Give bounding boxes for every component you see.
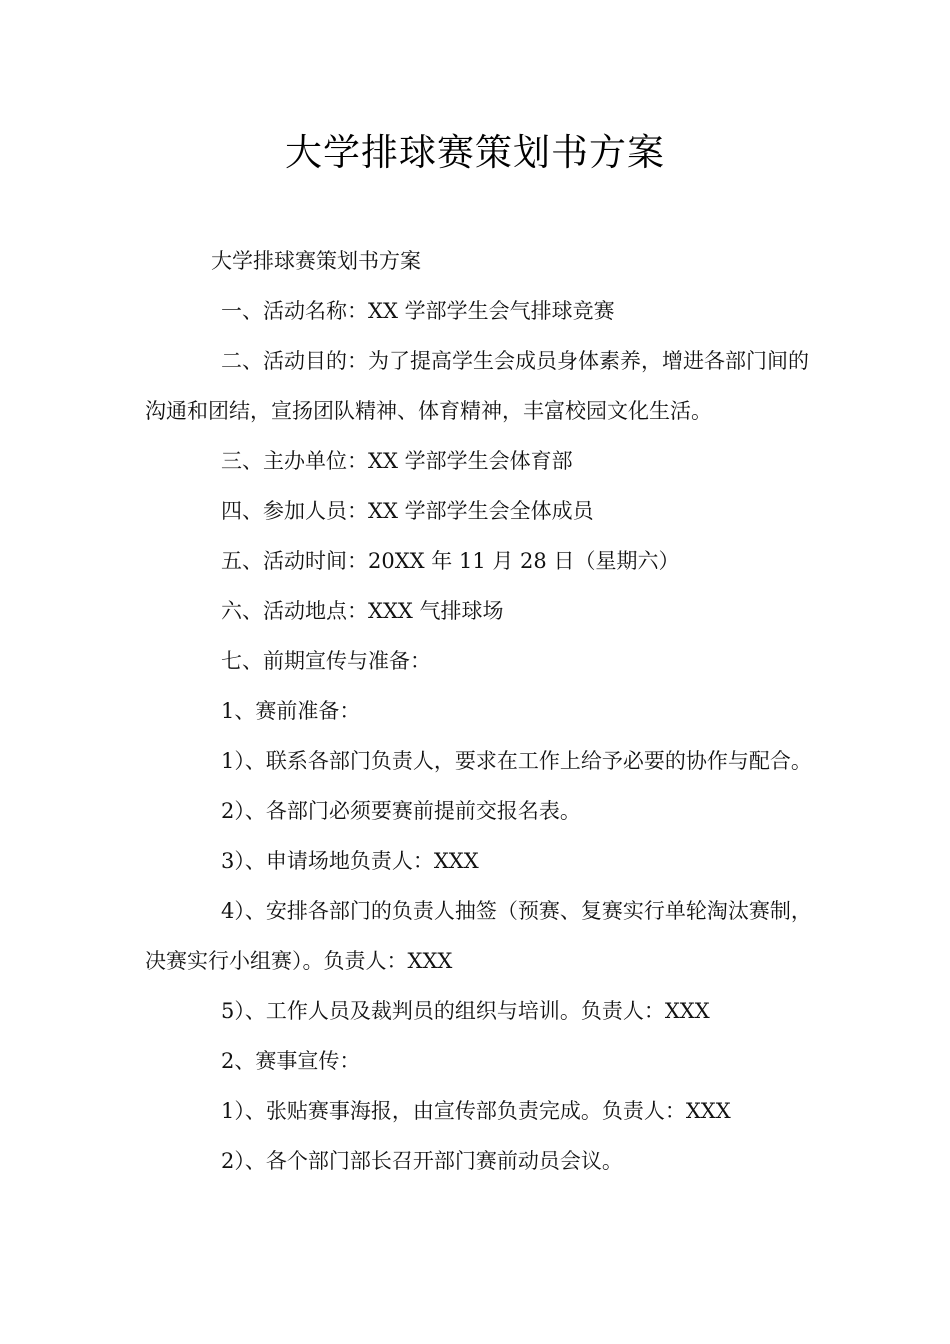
list-item: 1）、张贴赛事海报，由宣传部负责完成。负责人：XXX [221, 1099, 731, 1123]
paragraph-activity-location: 六、活动地点：XXX 气排球场 [221, 599, 504, 623]
paragraph-activity-purpose: 二、活动目的：为了提高学生会成员身体素养，增进各部门间的沟通和团结，宣扬团队精神、体育精神，丰富校园文化生活。 [145, 349, 809, 423]
list-item: 2）、各部门必须要赛前提前交报名表。 [221, 799, 581, 823]
paragraph-pre-match-heading: 1、赛前准备： [221, 699, 361, 723]
paragraph-subtitle: 大学排球赛策划书方案 [211, 249, 421, 273]
list-item: 5）、工作人员及裁判员的组织与培训。负责人：XXX [221, 999, 710, 1023]
paragraph-activity-time: 五、活动时间：20XX 年 11 月 28 日（星期六） [221, 549, 680, 573]
paragraph-activity-name: 一、活动名称：XX 学部学生会气排球竞赛 [221, 299, 615, 323]
list-item: 1）、联系各部门负责人，要求在工作上给予必要的协作与配合。 [221, 749, 812, 773]
list-item: 2）、各个部门部长召开部门赛前动员会议。 [221, 1149, 623, 1173]
document-title: 大学排球赛策划书方案 [285, 131, 665, 174]
document-body [145, 236, 815, 1186]
paragraph-preparation-heading: 七、前期宣传与准备： [221, 649, 431, 673]
paragraph-participants: 四、参加人员：XX 学部学生会全体成员 [221, 499, 594, 523]
list-item: 4）、安排各部门的负责人抽签（预赛、复赛实行单轮淘汰赛制，决赛实行小组赛）。负责人：XXX [145, 899, 812, 973]
list-item: 3）、申请场地负责人：XXX [221, 849, 479, 873]
paragraph-publicity-heading: 2、赛事宣传： [221, 1049, 361, 1073]
paragraph-organizer: 三、主办单位：XX 学部学生会体育部 [221, 449, 573, 473]
